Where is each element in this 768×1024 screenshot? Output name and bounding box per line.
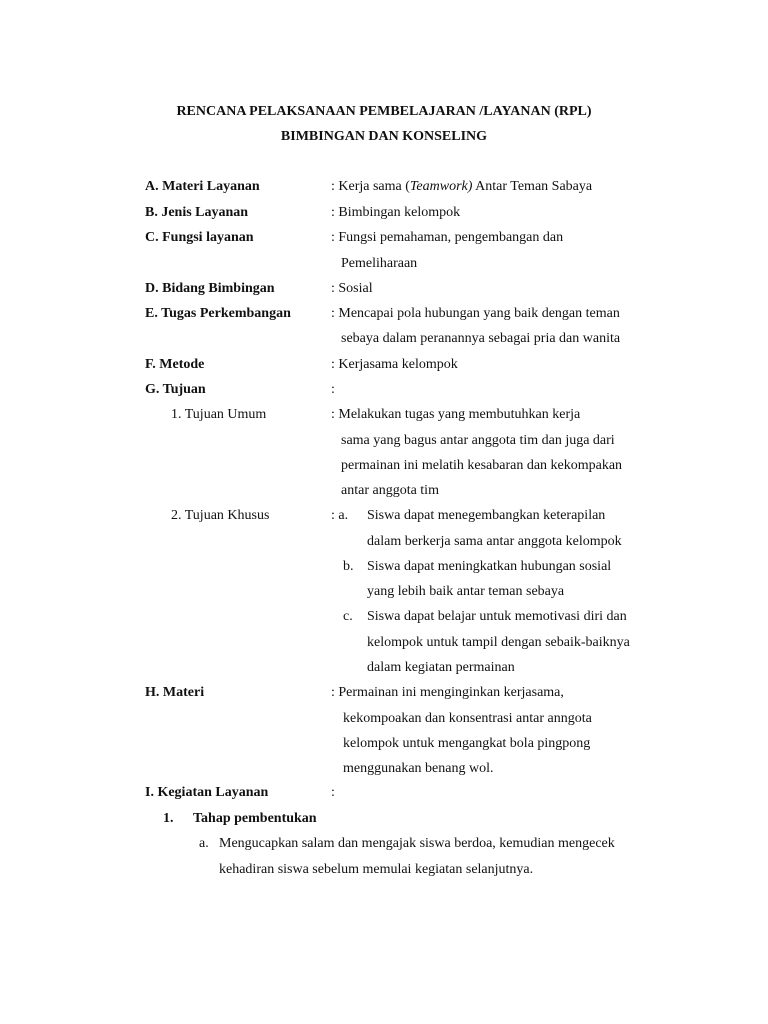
- value-tujuan-umum-line: antar anggota tim: [341, 483, 439, 498]
- value-materi-line: : Permainan ini menginginkan kerjasama,: [331, 685, 564, 700]
- label-tujuan-umum: 1. Tujuan Umum: [171, 407, 267, 422]
- label-bidang-bimbingan: D. Bidang Bimbingan: [145, 281, 275, 296]
- value-jenis-layanan: : Bimbingan kelompok: [331, 205, 461, 220]
- activity-marker-a: a.: [199, 836, 209, 851]
- stage-title: Tahap pembentukan: [193, 811, 317, 826]
- document-title: RENCANA PELAKSANAAN PEMBELAJARAN /LAYANAN (RPL): [176, 104, 592, 119]
- label-tujuan-khusus: 2. Tujuan Khusus: [171, 508, 270, 523]
- list-marker-a: : a.: [331, 508, 349, 523]
- value-tujuan-umum-line: permainan ini melatih kesabaran dan kekompakan: [341, 458, 623, 473]
- label-metode: F. Metode: [145, 357, 205, 372]
- activity-text-line: Mengucapkan salam dan mengajak siswa berdoa, kemudian mengecek: [219, 836, 615, 851]
- value-materi-line: kekompoakan dan konsentrasi antar anngota: [343, 711, 592, 726]
- tujuan-khusus-c-line: kelompok untuk tampil dengan sebaik-baiknya: [367, 635, 630, 650]
- value-fungsi-layanan: : Fungsi pemahaman, pengembangan dan: [331, 230, 564, 245]
- tujuan-khusus-b-line: yang lebih baik antar teman sebaya: [367, 584, 565, 599]
- label-tujuan: G. Tujuan: [145, 382, 206, 397]
- label-fungsi-layanan: C. Fungsi layanan: [145, 230, 254, 245]
- value-materi-line: kelompok untuk mengangkat bola pingpong: [343, 736, 591, 751]
- list-marker-c: c.: [343, 609, 353, 624]
- tujuan-khusus-b-line: Siswa dapat meningkatkan hubungan sosial: [367, 559, 612, 574]
- value-materi-line: menggunakan benang wol.: [343, 761, 494, 776]
- stage-number: 1.: [163, 811, 174, 826]
- document-subtitle: BIMBINGAN DAN KONSELING: [280, 129, 488, 144]
- tujuan-khusus-a-line: Siswa dapat menegembangkan keterapilan: [367, 508, 606, 523]
- list-marker-b: b.: [343, 559, 354, 574]
- value-bidang-bimbingan: : Sosial: [331, 281, 373, 296]
- label-jenis-layanan: B. Jenis Layanan: [145, 205, 249, 220]
- value-materi-layanan: : Kerja sama (Teamwork) Antar Teman Sabaya: [331, 179, 593, 194]
- value-kegiatan-layanan: :: [331, 785, 335, 800]
- value-tugas-perkembangan: : Mencapai pola hubungan yang baik dengan teman: [331, 306, 620, 321]
- value-fungsi-layanan-cont: Pemeliharaan: [341, 256, 418, 271]
- value-tujuan: :: [331, 382, 335, 397]
- tujuan-khusus-a-line: dalam berkerja sama antar anggota kelompok: [367, 534, 622, 549]
- label-materi-layanan: A. Materi Layanan: [145, 179, 260, 194]
- value-tujuan-umum-line: sama yang bagus antar anggota tim dan juga dari: [341, 433, 615, 448]
- value-tujuan-umum-line: : Melakukan tugas yang membutuhkan kerja: [331, 407, 581, 422]
- activity-text-line: kehadiran siswa sebelum memulai kegiatan selanjutnya.: [219, 862, 534, 877]
- label-materi: H. Materi: [145, 685, 205, 700]
- label-kegiatan-layanan: I. Kegiatan Layanan: [145, 785, 269, 800]
- tujuan-khusus-c-line: dalam kegiatan permainan: [367, 660, 515, 675]
- label-tugas-perkembangan: E. Tugas Perkembangan: [145, 306, 291, 321]
- value-tugas-perkembangan-cont: sebaya dalam peranannya sebagai pria dan wanita: [341, 331, 621, 346]
- value-metode: : Kerjasama kelompok: [331, 357, 458, 372]
- tujuan-khusus-c-line: Siswa dapat belajar untuk memotivasi diri dan: [367, 609, 627, 624]
